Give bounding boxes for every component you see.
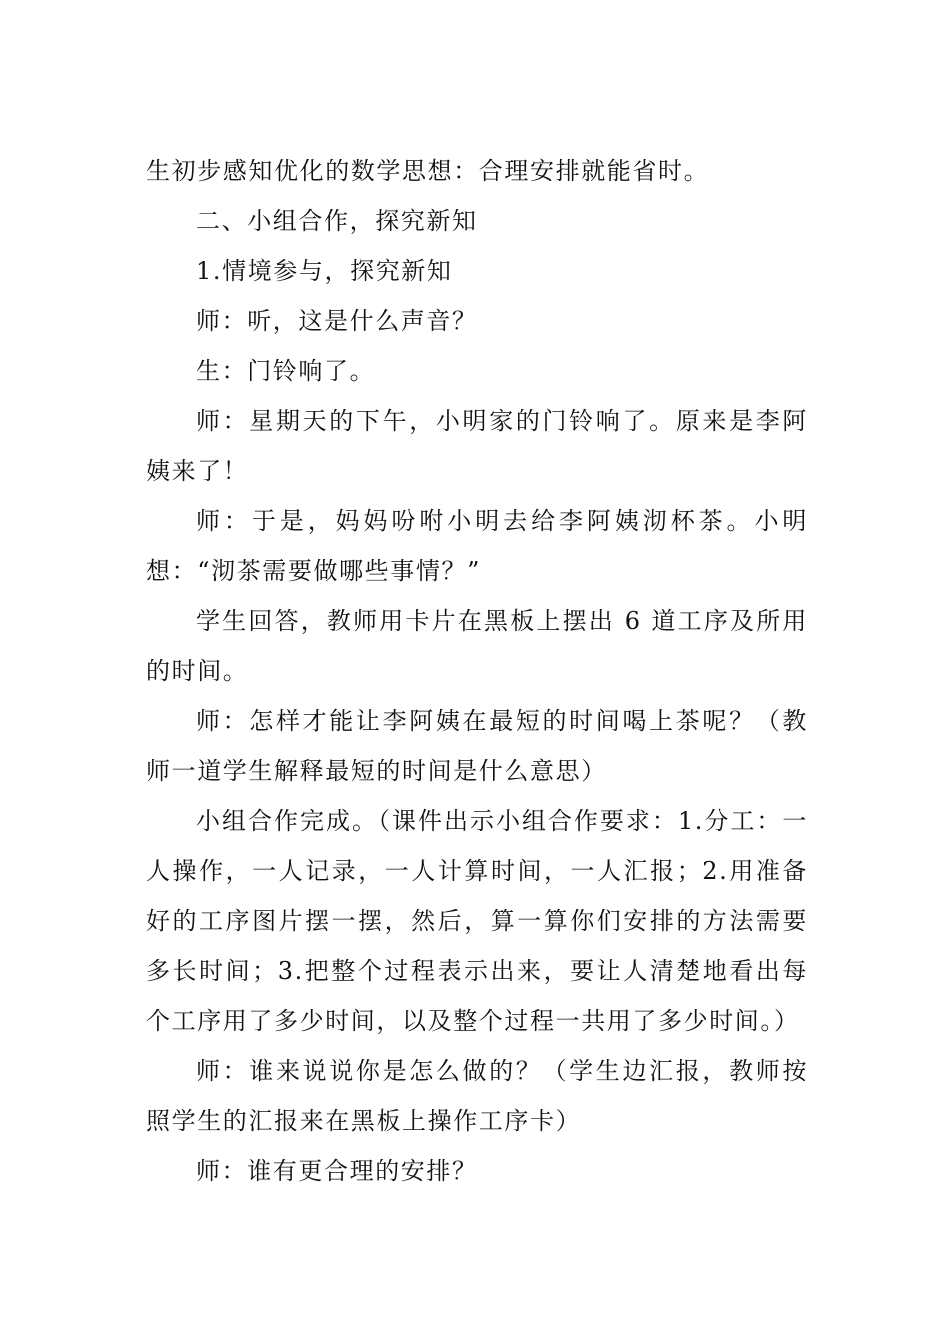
dialogue-line: 师：听，这是什么声音？	[196, 307, 478, 335]
document-body	[146, 146, 808, 1196]
paragraph-continuation: 生初步感知优化的数学思想：合理安排就能省时。	[146, 157, 710, 185]
dialogue-line: 生：门铃响了。	[196, 357, 376, 385]
section-heading: 二、小组合作，探究新知	[196, 207, 478, 235]
dialogue-line: 师：于是，妈妈吩咐小明去给李阿姨沏杯茶。小明想：“沏茶需要做哪些事情？”	[146, 507, 808, 585]
dialogue-line: 师：谁来说说你是怎么做的？（学生边汇报，教师按照学生的汇报来在黑板上操作工序卡）	[146, 1057, 808, 1135]
dialogue-line: 师：星期天的下午，小明家的门铃响了。原来是李阿姨来了！	[146, 407, 808, 485]
dialogue-line: 师：谁有更合理的安排？	[196, 1157, 478, 1185]
paragraph: 学生回答，教师用卡片在黑板上摆出 6 道工序及所用的时间。	[146, 607, 808, 685]
subsection-heading: 1.情境参与，探究新知	[196, 257, 453, 285]
paragraph: 小组合作完成。（课件出示小组合作要求：1.分工：一人操作，一人记录，一人计算时间，一人汇报；2.用准备好的工序图片摆一摆，然后，算一算你们安排的方法需要多长时间；3.把整个过程表示出来，要让人清楚地看出每个工序用了多少时间，以及整个过程一共用了多少时间。）	[146, 807, 808, 1035]
dialogue-line: 师：怎样才能让李阿姨在最短的时间喝上茶呢？（教师一道学生解释最短的时间是什么意思）	[146, 707, 808, 785]
